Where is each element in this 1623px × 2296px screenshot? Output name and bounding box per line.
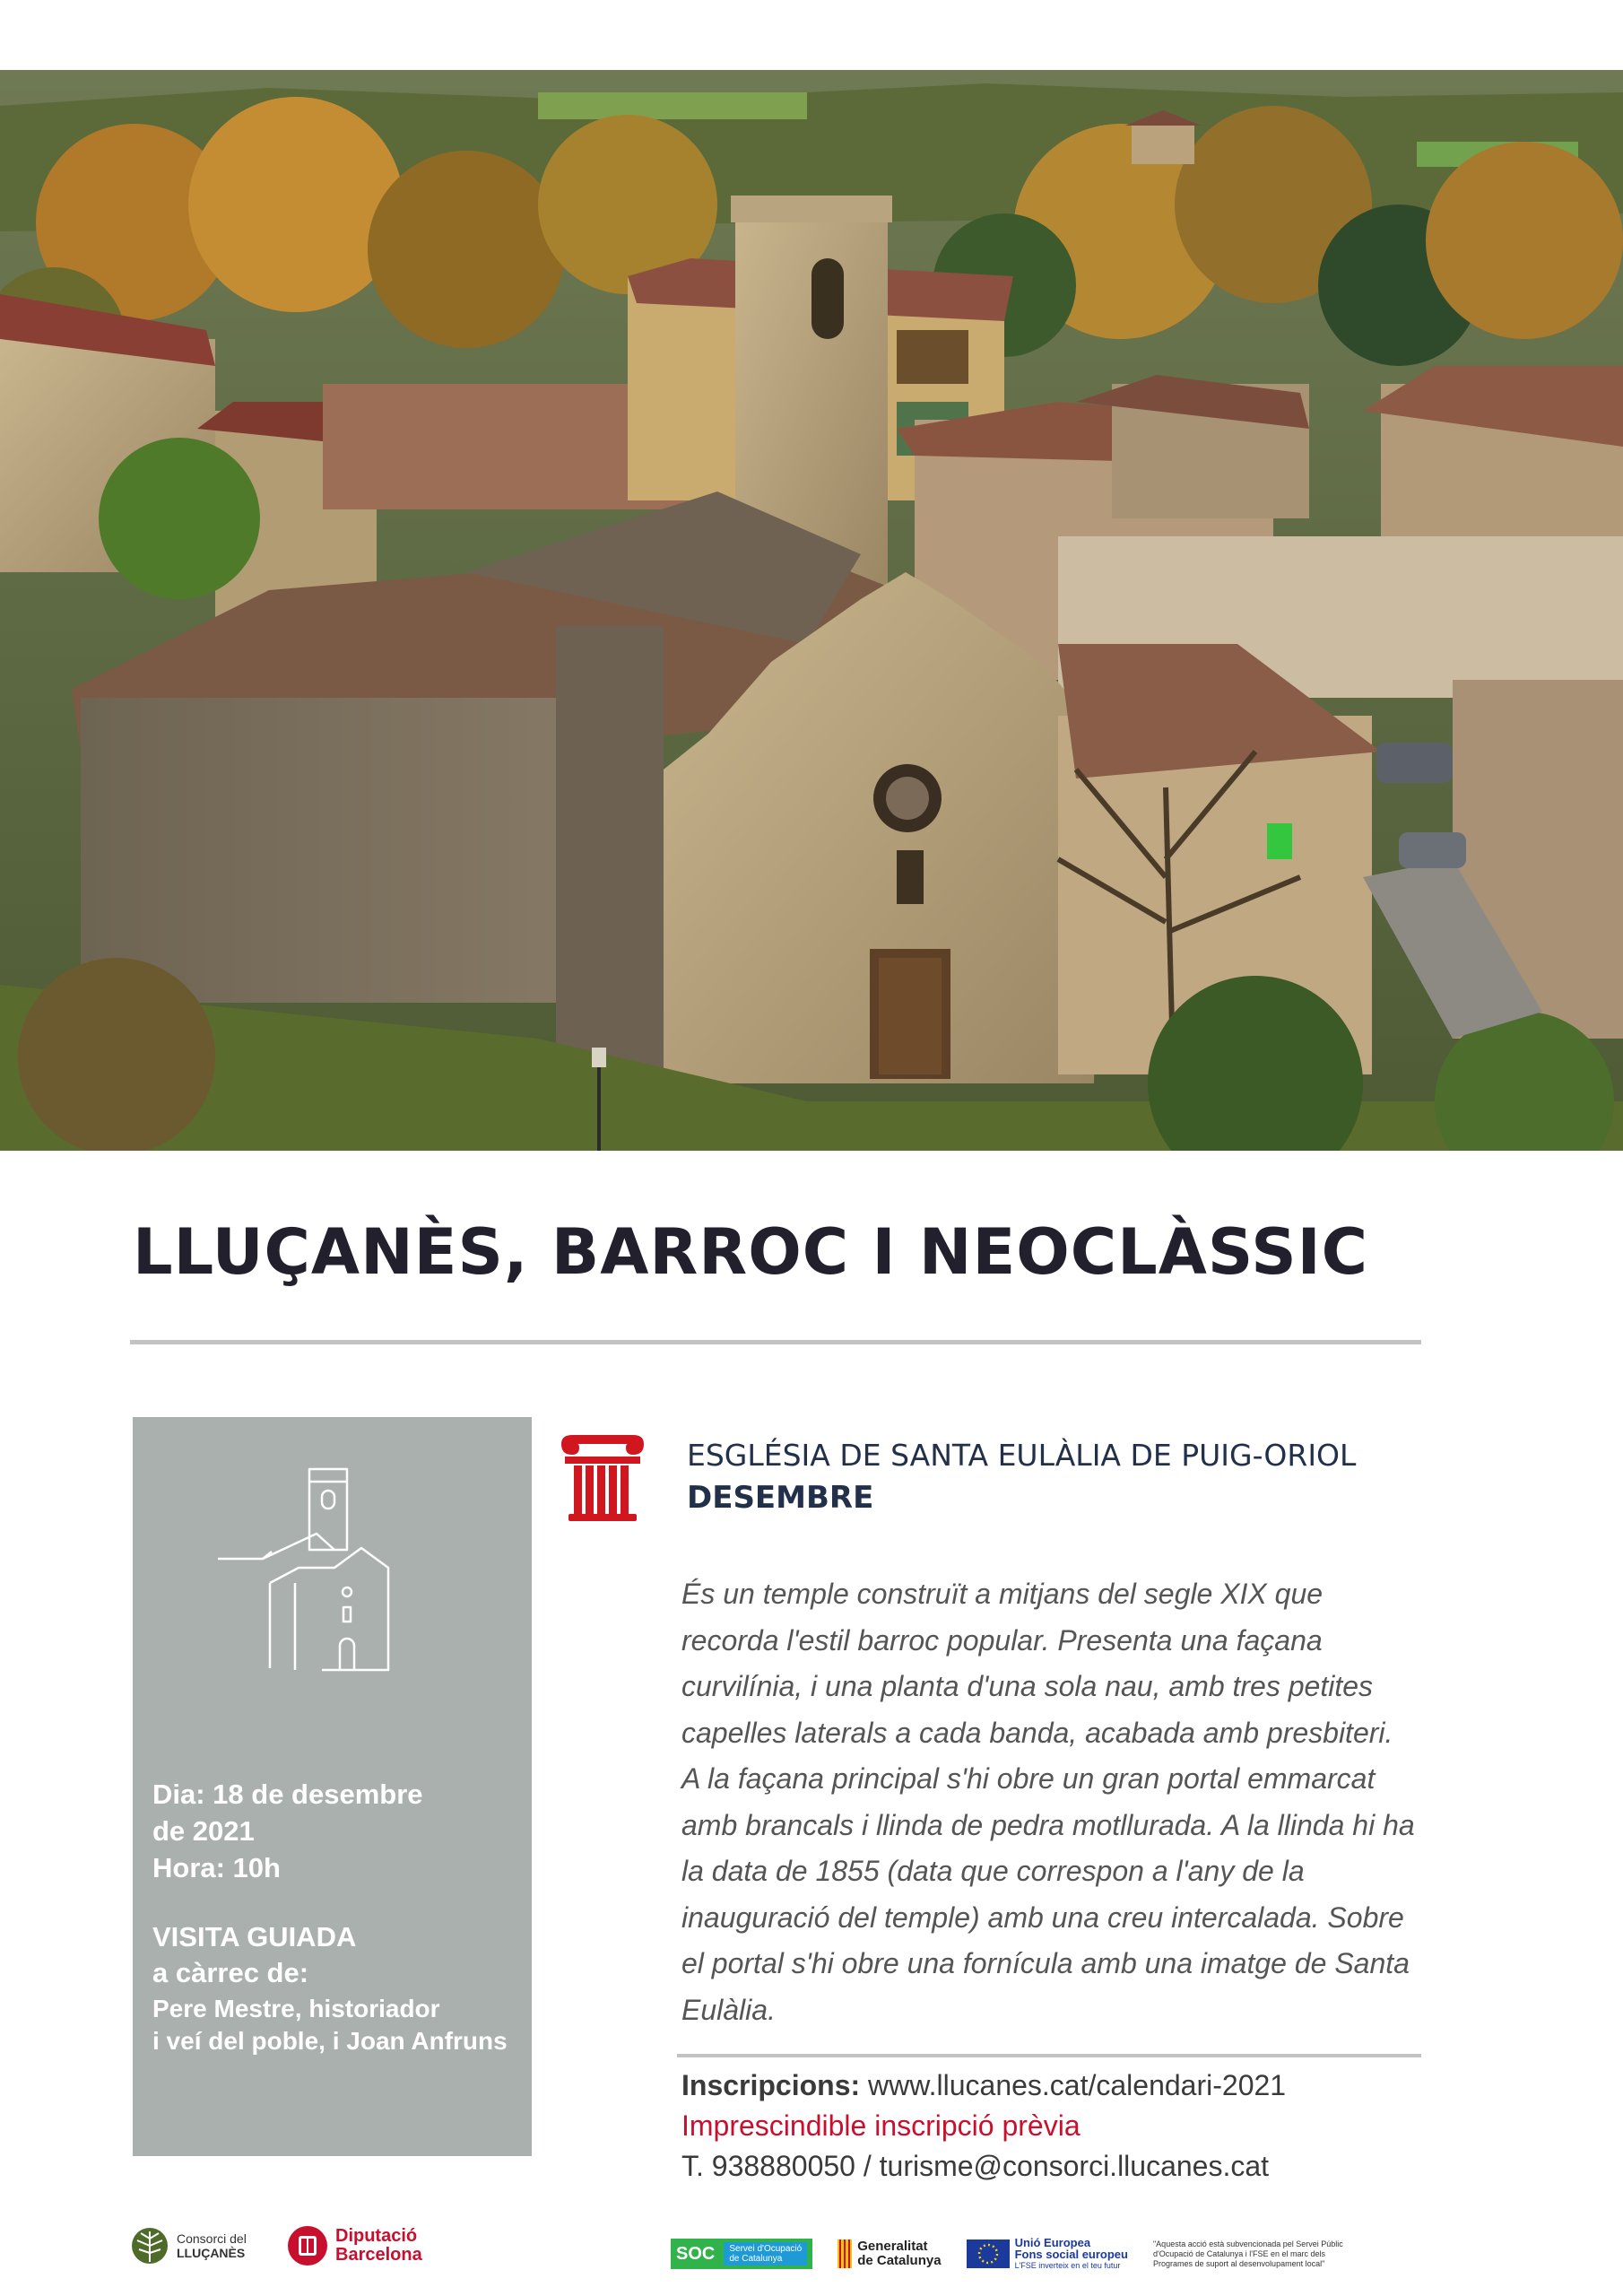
column-capital-icon (558, 1433, 647, 1523)
senyera-icon (838, 2239, 852, 2268)
visit-by: a càrrec de: (152, 1957, 309, 1988)
soc-text-1: Servei d'Ocupació (729, 2244, 803, 2254)
soc-logo (671, 2239, 812, 2269)
registration-link[interactable]: www.llucanes.cat/calendari-2021 (868, 2069, 1287, 2101)
sponsor-logos (671, 2231, 1343, 2276)
generalitat-logo (838, 2239, 941, 2268)
eu-logo (967, 2237, 1128, 2272)
page-title: LLUÇANÈS, BARROC I NEOCLÀSSIC (133, 1215, 1369, 1289)
diputacio-seal-icon (287, 2225, 328, 2266)
tree-icon (130, 2226, 169, 2266)
event-month: DESEMBRE (687, 1480, 874, 1516)
registration-line (681, 2067, 1286, 2103)
church-description: És un temple construït a mitjans del segle XIX que recorda l'estil barroc popular. Presenta una façana curvilínia, i una planta d'una sola nau, amb tres petites capelles laterals a cada banda, acabada amb presbiteri. A la façana principal s'hi obre un gran portal emmarcat amb brancals i llinda de pedra motllurada. A la llinda hi ha la data de 1855 (data que correspon a l'any de la inauguració del temple) amb una creu intercalada. Sobre el portal s'hi obre una fornícula amb una imatge de Santa Eulàlia. (681, 1578, 1415, 2026)
guides-line-2: i veí del poble, i Joan Anfruns (152, 2027, 508, 2055)
dip-line-1: Diputació (335, 2226, 418, 2246)
visit-heading (152, 1919, 356, 1991)
eu-flag-icon (967, 2239, 1010, 2268)
gen-line-1: Generalitat (857, 2239, 928, 2254)
ue-line-1: Unió Europea (1014, 2235, 1091, 2249)
soc-label: SOC (676, 2243, 716, 2264)
event-date-time (152, 1776, 423, 1886)
consorci-line-1: Consorci del (177, 2231, 247, 2246)
event-info-panel (133, 1417, 532, 2156)
registration-label: Inscripcions: (681, 2069, 861, 2101)
date-line-2: de 2021 (152, 1815, 255, 1847)
diputacio-barcelona-logo (287, 2222, 422, 2269)
funding-notice (1153, 2239, 1343, 2269)
ue-line-2: Fons social europeu (1014, 2247, 1128, 2261)
gen-line-2: de Catalunya (857, 2253, 942, 2268)
visit-title: VISITA GUIADA (152, 1921, 357, 1952)
notice-line-3: Programes de suport al desenvolupament local" (1152, 2258, 1325, 2268)
soc-text-2: de Catalunya (729, 2254, 783, 2264)
date-line-1: Dia: 18 de desembre (152, 1779, 423, 1810)
consorci-llucanes-logo (130, 2222, 247, 2269)
notice-line-1: "Aquesta acció està subvencionada pel Servei Públic (1152, 2239, 1343, 2248)
hero-photo (0, 70, 1623, 1151)
registration-required: Imprescindible inscripció prèvia (681, 2109, 1081, 2142)
event-time: Hora: 10h (152, 1852, 281, 1883)
guides-line-1: Pere Mestre, historiador (152, 1995, 440, 2022)
church-outline-icon (209, 1462, 424, 1677)
guides (152, 1993, 508, 2057)
contact-info[interactable]: T. 938880050 / turisme@consorci.llucanes.cat (681, 2150, 1270, 2182)
title-divider (130, 1340, 1421, 1344)
consorci-line-2: LLUÇANÈS (177, 2246, 246, 2260)
dip-line-2: Barcelona (335, 2245, 422, 2265)
ue-line-3: L'FSE inverteix en el teu futur (1014, 2260, 1121, 2270)
church-name: ESGLÉSIA DE SANTA EULÀLIA DE PUIG-ORIOL (687, 1438, 1357, 1473)
notice-line-2: d'Ocupació de Catalunya i l'FSE en el marc dels (1152, 2248, 1326, 2258)
info-divider (677, 2054, 1421, 2057)
